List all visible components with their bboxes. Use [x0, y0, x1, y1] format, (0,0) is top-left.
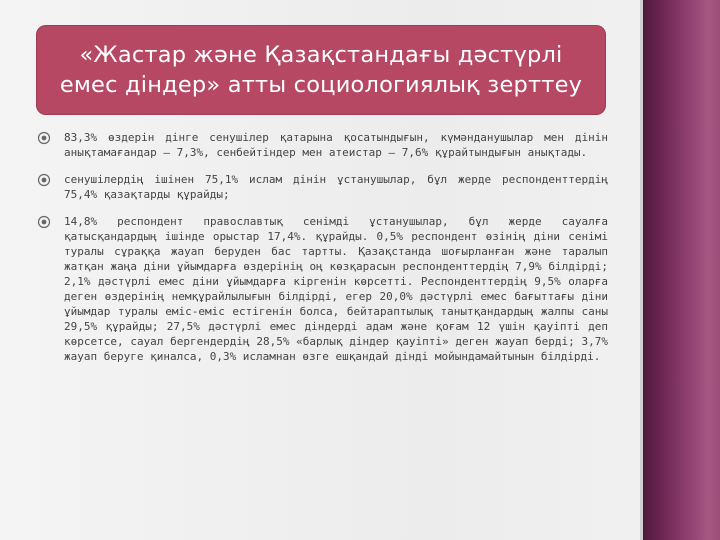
slide-title-line-2: емес діндер» атты социологиялық зерттеу: [59, 72, 583, 98]
bullet-item: [36, 130, 608, 160]
radio-bullet-icon: [37, 173, 51, 187]
bullet-text: сенушілердің ішінен 75,1% ислам дінін ұстанушылар, бұл жерде респонденттердің 75,4% қазақтарды құрайды;: [64, 173, 608, 201]
radio-bullet-icon: [37, 131, 51, 145]
slide-title-line-1: «Жастар және Қазақстандағы дәстүрлі: [79, 42, 563, 68]
radio-bullet-icon: [37, 215, 51, 229]
slide-title-box: [36, 25, 606, 115]
bullet-item: [36, 172, 608, 202]
bullet-text: 14,8% респондент православтық сенімді ұстанушылар, бұл жерде сауалға қатысқандардың ішінде орыстар 17,4%. құрайды. 0,5% респондент өзінің діни сенімі туралы сұраққа жауап беруден бас тартты. Қазақстанда шоғырланған және таралып жатқан жаңа діни ұйымдарға өздерінің оң көзқарасын респонденттердің 7,9% білдірді; 2,1% дәстүрлі емес діни ұйымдарға кіргенін көрсетті. Респонденттердің 9,5% оларға деген өздерінің немқұрайлылығын білдірді, егер 20,0% дәстүрлі емес бағыттағы діни ұйымдар туралы еміс-еміс естігенін болса, бейтараптылық танытқандардың жалпы саны 29,5% құрайды; 27,5% дәстүрлі емес діндерді адам және қоғам 12 үшін қауіпті деп көрсетсе, сауал бергендердің 28,5% «барлық діндер қауіпті» деген жауап берді; 3,7% жауап беруге қиналса, 0,3% исламнан өзге ешқандай дінді мойындамайтынын білдірді.: [64, 215, 608, 363]
bullet-item: [36, 214, 608, 364]
bullet-text: 83,3% өздерін дінге сенушілер қатарына қосатындығын, күмәнданушылар мен дінін анықтамағандар – 7,3%, сенбейтіндер мен атеистар – 7,6% құрайтындығын анықтады.: [64, 131, 608, 159]
bullet-list: [36, 130, 608, 376]
decorative-sidebar: [640, 0, 720, 540]
